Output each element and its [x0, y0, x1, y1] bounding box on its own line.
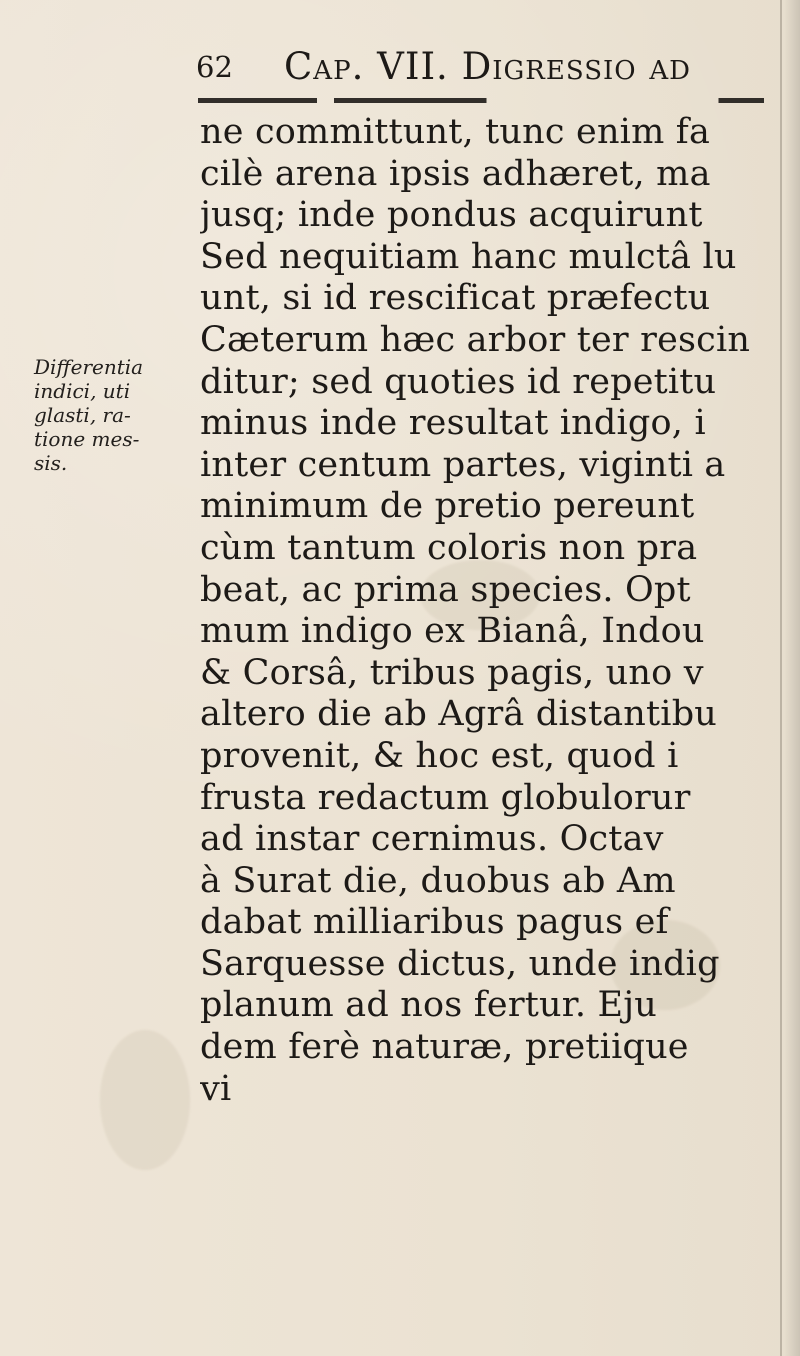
marginal-note-line: glasti, ra-: [34, 403, 131, 427]
marginal-note-line: tione mes-: [34, 427, 140, 451]
text-line: dem ferè naturæ, pretiique: [200, 1027, 689, 1068]
text-line: minimum de pretio pereunt: [200, 486, 695, 527]
text-line: frusta redactum globulorur: [200, 777, 691, 818]
text-line: Cæterum hæc arbor ter rescin: [200, 319, 751, 360]
text-line: jusq; inde pondus acquirunt: [200, 195, 703, 236]
text-line: inter centum partes, viginti a: [200, 444, 726, 485]
page-fold: [780, 0, 782, 1356]
running-head: [196, 42, 766, 92]
header-rule: [198, 98, 764, 103]
text-line: ad instar cernimus. Octav: [200, 819, 664, 860]
text-line: altero die ab Agrâ distantibu: [200, 694, 718, 735]
marginal-note-line: indici, uti: [34, 379, 131, 403]
chapter-heading: Cap. VII. Digressio ad: [284, 45, 691, 88]
marginal-note-line: sis.: [34, 451, 68, 475]
text-line: planum ad nos fertur. Eju: [200, 985, 658, 1026]
text-line: ditur; sed quoties id repetitu: [200, 361, 717, 402]
text-line: cilè arena ipsis adhæret, ma: [200, 153, 711, 194]
text-line: Sarquesse dictus, unde indig: [200, 943, 720, 984]
text-line: minus inde resultat indigo, i: [200, 403, 706, 444]
body-text: [200, 112, 790, 1110]
text-line: à Surat die, duobus ab Am: [200, 860, 676, 901]
text-line: dabat milliaribus pagus ef: [200, 902, 669, 943]
text-line: vi: [200, 1068, 232, 1109]
text-line: ne committunt, tunc enim fa: [200, 112, 711, 152]
text-line: Sed nequitiam hanc mulctâ lu: [200, 236, 737, 277]
text-line: unt, si id rescificat præfectu: [200, 278, 711, 319]
text-line: & Corsâ, tribus pagis, uno v: [200, 652, 704, 693]
marginal-note-line: Differentia: [34, 355, 144, 379]
gutter-shadow: [784, 0, 800, 1356]
text-line: provenit, & hoc est, quod i: [200, 735, 679, 776]
paper-stain: [100, 1030, 190, 1170]
page-number: 62: [196, 50, 233, 84]
marginal-note: [34, 355, 194, 475]
text-line: beat, ac prima species. Opt: [200, 569, 691, 610]
text-line: mum indigo ex Bianâ, Indou: [200, 611, 705, 652]
text-line: cùm tantum coloris non pra: [200, 527, 698, 568]
